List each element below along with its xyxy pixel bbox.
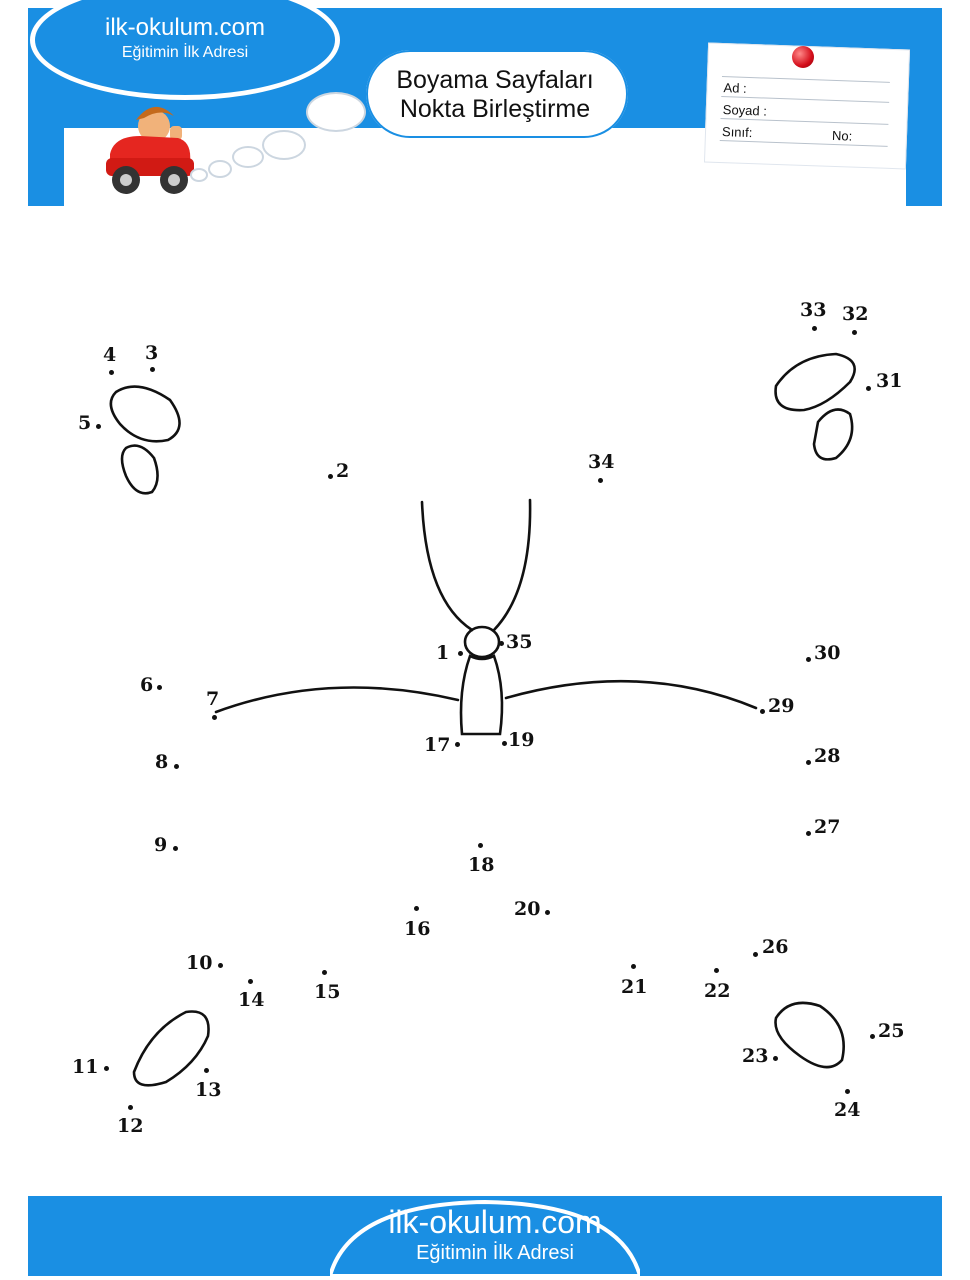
dot-label-26: 26 bbox=[762, 936, 789, 958]
thought-bubble-small bbox=[208, 160, 232, 178]
dot-label-32: 32 bbox=[842, 303, 869, 325]
dot-label-12: 12 bbox=[117, 1115, 144, 1137]
thought-bubble-medium bbox=[232, 146, 264, 168]
butterfly-head bbox=[465, 627, 499, 657]
right-antenna bbox=[494, 500, 530, 630]
dot-35 bbox=[499, 641, 504, 646]
dot-label-22: 22 bbox=[704, 980, 731, 1002]
dot-13 bbox=[204, 1068, 209, 1073]
class-label: Sınıf: bbox=[721, 124, 753, 141]
dot-label-27: 27 bbox=[814, 816, 841, 838]
student-no-label: No: bbox=[831, 127, 853, 144]
thought-bubble-large bbox=[306, 92, 366, 132]
dot-17 bbox=[455, 742, 460, 747]
dot-label-13: 13 bbox=[195, 1079, 222, 1101]
dot-label-19: 19 bbox=[508, 729, 535, 751]
dot-16 bbox=[414, 906, 419, 911]
dot-31 bbox=[866, 386, 871, 391]
wing-spot-top-left-small bbox=[122, 446, 158, 494]
dot-21 bbox=[631, 964, 636, 969]
name-label: Ad : bbox=[723, 80, 747, 96]
dot-label-35: 35 bbox=[506, 631, 533, 653]
dot-label-5: 5 bbox=[78, 412, 92, 434]
dot-19 bbox=[502, 741, 507, 746]
dot-label-17: 17 bbox=[424, 734, 451, 756]
footer-site-subtitle: Eğitimin İlk Adresi bbox=[416, 1242, 574, 1264]
dot-label-31: 31 bbox=[876, 370, 903, 392]
car-mascot-icon bbox=[100, 96, 200, 202]
dot-10 bbox=[218, 963, 223, 968]
wing-spot-top-left bbox=[111, 387, 180, 442]
dot-15 bbox=[322, 970, 327, 975]
dot-label-3: 3 bbox=[145, 342, 159, 364]
dot-23 bbox=[773, 1056, 778, 1061]
dot-label-20: 20 bbox=[514, 898, 541, 920]
dot-28 bbox=[806, 760, 811, 765]
dot-label-14: 14 bbox=[238, 989, 265, 1011]
dot-24 bbox=[845, 1089, 850, 1094]
dot-label-11: 11 bbox=[72, 1056, 99, 1078]
dot-label-4: 4 bbox=[103, 344, 117, 366]
dot-27 bbox=[806, 831, 811, 836]
dot-label-2: 2 bbox=[336, 460, 350, 482]
dot-label-33: 33 bbox=[800, 299, 827, 321]
right-wing-edge bbox=[506, 681, 756, 708]
dot-30 bbox=[806, 657, 811, 662]
dot-22 bbox=[714, 968, 719, 973]
dot-label-8: 8 bbox=[155, 751, 169, 773]
wing-spot-bottom-right bbox=[776, 1003, 844, 1067]
dot-6 bbox=[157, 685, 162, 690]
dot-1 bbox=[458, 651, 463, 656]
dot-label-34: 34 bbox=[588, 451, 615, 473]
dot-12 bbox=[128, 1105, 133, 1110]
dot-label-9: 9 bbox=[154, 834, 168, 856]
left-antenna bbox=[422, 502, 472, 630]
worksheet-title: Nokta Birleştirme bbox=[399, 95, 591, 123]
dot-14 bbox=[248, 979, 253, 984]
dot-label-18: 18 bbox=[468, 854, 495, 876]
dot-label-29: 29 bbox=[768, 695, 795, 717]
dot-label-1: 1 bbox=[436, 642, 450, 664]
dot-label-6: 6 bbox=[140, 674, 154, 696]
left-wing-edge bbox=[216, 688, 458, 713]
dot-25 bbox=[870, 1034, 875, 1039]
dot-29 bbox=[760, 709, 765, 714]
dot-label-15: 15 bbox=[314, 981, 341, 1003]
site-title[interactable]: ilk-okulum.com bbox=[104, 14, 266, 41]
dot-5 bbox=[96, 424, 101, 429]
dot-2 bbox=[328, 474, 333, 479]
site-subtitle: Eğitimin İlk Adresi bbox=[121, 44, 249, 61]
dot-label-10: 10 bbox=[186, 952, 213, 974]
wing-spot-top-right bbox=[776, 354, 855, 410]
dot-label-16: 16 bbox=[404, 918, 431, 940]
dot-label-23: 23 bbox=[742, 1045, 769, 1067]
dot-34 bbox=[598, 478, 603, 483]
dot-label-25: 25 bbox=[878, 1020, 905, 1042]
dot-32 bbox=[852, 330, 857, 335]
dot-4 bbox=[109, 370, 114, 375]
wing-spot-top-right-small bbox=[814, 410, 852, 460]
dot-20 bbox=[545, 910, 550, 915]
dot-label-28: 28 bbox=[814, 745, 841, 767]
dot-3 bbox=[150, 367, 155, 372]
dot-33 bbox=[812, 326, 817, 331]
worksheet-category: Boyama Sayfaları bbox=[396, 66, 594, 94]
footer-site-title[interactable]: ilk-okulum.com bbox=[388, 1204, 602, 1240]
wing-spot-bottom-left bbox=[134, 1012, 209, 1086]
dot-label-21: 21 bbox=[621, 976, 648, 998]
thought-bubble-small bbox=[190, 168, 208, 182]
butterfly-body bbox=[461, 656, 502, 734]
dot-to-dot-worksheet bbox=[0, 206, 970, 1196]
dot-9 bbox=[173, 846, 178, 851]
dot-label-24: 24 bbox=[834, 1099, 861, 1121]
thought-bubble-medium bbox=[262, 130, 306, 160]
dot-7 bbox=[212, 715, 217, 720]
push-pin-icon bbox=[792, 46, 814, 68]
dot-8 bbox=[174, 764, 179, 769]
dot-label-30: 30 bbox=[814, 642, 841, 664]
surname-label: Soyad : bbox=[722, 102, 768, 119]
dot-26 bbox=[753, 952, 758, 957]
dot-label-7: 7 bbox=[206, 688, 220, 710]
dot-11 bbox=[104, 1066, 109, 1071]
dot-18 bbox=[478, 843, 483, 848]
